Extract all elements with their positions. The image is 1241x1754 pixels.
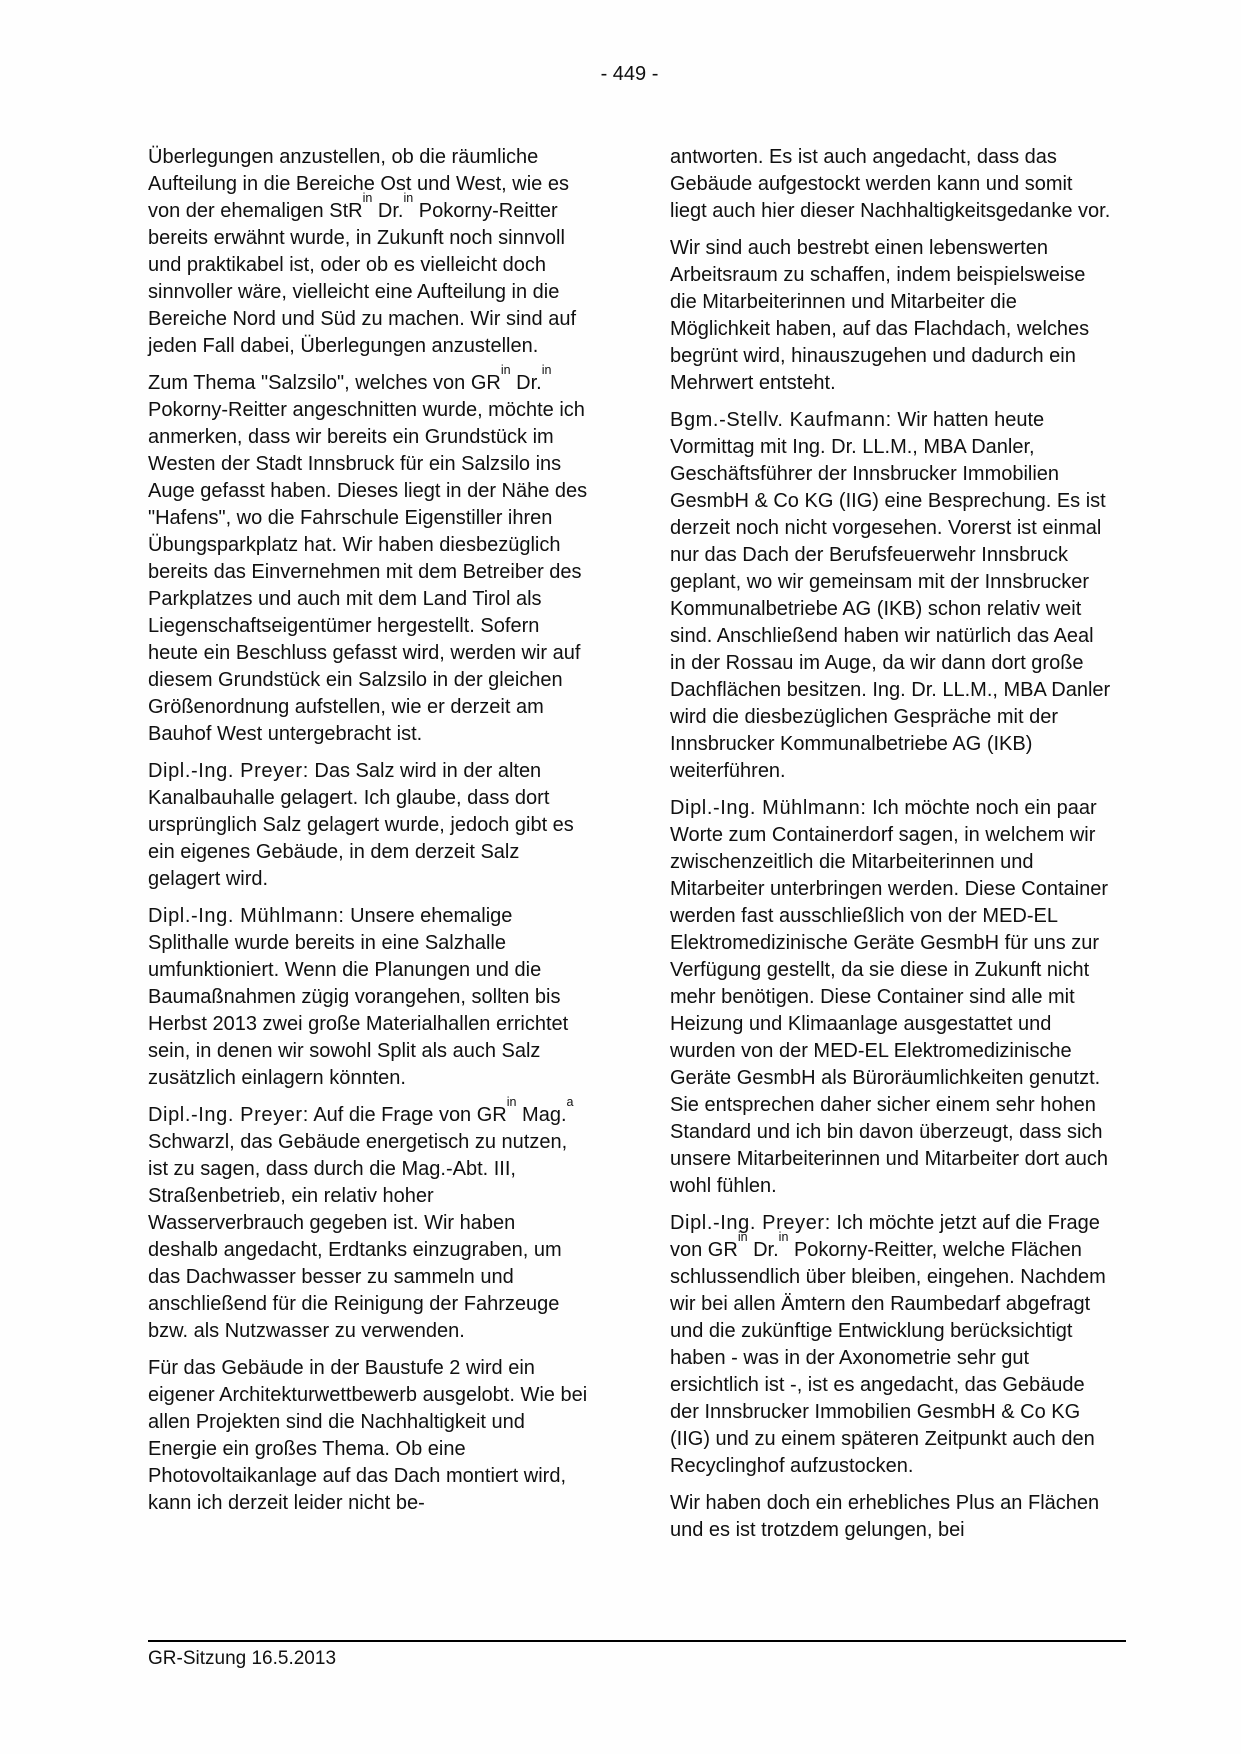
- body-text: Überlegungen anzustellen, ob die räumliche Aufteilung in die Bereiche Ost und West, wie es von der ehemaligen StR: [148, 146, 569, 222]
- paragraph: [148, 758, 589, 893]
- paragraph: [148, 903, 589, 1092]
- body-text: Unsere ehemalige Splithalle wurde bereits in eine Salzhalle umfunktioniert. Wenn die Planungen und die Baumaßnahmen zügig vorangehen, sollten bis Herbst 2013 zwei große Materialhallen errichtet sein, in denen wir sowohl Split als auch Salz zusätzlich einlagern könnten.: [148, 905, 569, 1089]
- footer-rule: [148, 1640, 1126, 1670]
- body-text: Pokorny-Reitter, welche Flächen schlussendlich über bleiben, eingehen. Nachdem wir bei allen Ämtern den Raumbedarf abgefragt und die zukünftige Entwicklung berücksichtigt haben - was in der Axonometrie sehr gut ersichtlich ist -, ist es angedacht, das Gebäude der Innsbrucker Immobilien GesmbH & Co KG (IIG) und zu einem späteren Zeitpunkt auch den Recyclinghof aufzustocken.: [670, 1239, 1106, 1477]
- column-right: [670, 144, 1111, 1544]
- superscript-suffix: in: [362, 191, 373, 206]
- body-text: Schwarzl, das Gebäude energetisch zu nutzen, ist zu sagen, dass durch die Mag.-Abt. III, Straßenbetrieb, ein relativ hoher Wasserverbrauch gegeben ist. Wir haben deshalb angedacht, Erdtanks einzugraben, um das Dachwasser besser zu sammeln und anschließend für die Reinigung der Fahrzeuge bzw. als Nutzwasser zu verwenden.: [148, 1131, 568, 1342]
- paragraph: [670, 144, 1111, 225]
- body-text: Wir sind auch bestrebt einen lebenswerten Arbeitsraum zu schaffen, indem beispielsweise die Mitarbeiterinnen und Mitarbeiter die Möglichkeit haben, auf das Flachdach, welches begrünt wird, hinauszugehen und dadurch ein Mehrwert entsteht.: [670, 237, 1090, 394]
- paragraph: [148, 363, 589, 748]
- speaker-name: Dipl.-Ing. Preyer:: [148, 1104, 309, 1126]
- speaker-name: Dipl.-Ing. Mühlmann:: [670, 797, 867, 819]
- body-text: Dr.: [747, 1239, 779, 1261]
- paragraph: [670, 407, 1111, 785]
- speaker-name: Dipl.-Ing. Mühlmann:: [148, 905, 345, 927]
- body-text: Zum Thema "Salzsilo", welches von GR: [148, 372, 501, 394]
- body-text: Dr.: [372, 200, 404, 222]
- paragraph: [148, 144, 589, 360]
- column-left: [148, 144, 589, 1544]
- paragraph: [148, 1355, 589, 1517]
- body-text: antworten. Es ist auch angedacht, dass das Gebäude aufgestockt werden kann und somit liegt auch hier dieser Nachhaltigkeitsgedanke vor.: [670, 146, 1111, 222]
- speaker-name: Dipl.-Ing. Preyer:: [148, 760, 309, 782]
- superscript-suffix: in: [500, 363, 511, 378]
- body-text: Ich möchte jetzt auf die Frage von GR: [670, 1212, 1100, 1261]
- superscript-suffix: a: [566, 1095, 574, 1110]
- body-text: Mag.: [516, 1104, 567, 1126]
- page-number: - 449 -: [600, 63, 659, 85]
- superscript-suffix: in: [541, 363, 552, 378]
- footer-date: GR-Sitzung 16.5.2013: [148, 1648, 337, 1669]
- body-text: Dr.: [510, 372, 542, 394]
- body-text: Pokorny-Reitter bereits erwähnt wurde, in Zukunft noch sinnvoll und praktikabel ist, oder ob es vielleicht doch sinnvoller wäre, vielleicht eine Aufteilung in die Bereiche Nord und Süd zu machen. Wir sind auf jeden Fall dabei, Überlegungen anzustellen.: [148, 200, 576, 357]
- body-text: Auf die Frage von GR: [308, 1104, 507, 1126]
- body-text: Das Salz wird in der alten Kanalbauhalle gelagert. Ich glaube, dass dort ursprünglich Salz gelagert wurde, jedoch gibt es ein eigenes Gebäude, in dem derzeit Salz gelagert wird.: [148, 760, 574, 890]
- superscript-suffix: in: [778, 1230, 789, 1245]
- body-text: Für das Gebäude in der Baustufe 2 wird ein eigener Architekturwettbewerb ausgelobt. Wie bei allen Projekten sind die Nachhaltigkeit und Energie ein großes Thema. Ob eine Photovoltaikanlage auf das Dach montiert wird, kann ich derzeit leider nicht be-: [148, 1357, 588, 1514]
- paragraph: [670, 235, 1111, 397]
- paragraph: [670, 1490, 1111, 1544]
- superscript-suffix: in: [737, 1230, 748, 1245]
- superscript-suffix: in: [506, 1095, 517, 1110]
- body-text: Wir hatten heute Vormittag mit Ing. Dr. LL.M., MBA Danler, Geschäftsführer der Innsbrucker Immobilien GesmbH & Co KG (IIG) eine Besprechung. Es ist derzeit noch nicht vorgesehen. Vorerst ist einmal nur das Dach der Berufsfeuerwehr Innsbruck geplant, wo wir gemeinsam mit der Innsbrucker Kommunalbetriebe AG (IKB) schon relativ weit sind. Anschließend haben wir natürlich das Aeal in der Rossau im Auge, da wir dann dort große Dachflächen besitzen. Ing. Dr. LL.M., MBA Danler wird die diesbezüglichen Gespräche mit der Innsbrucker Kommunalbetriebe AG (IKB) weiterführen.: [670, 409, 1111, 782]
- body-text: Wir haben doch ein erhebliches Plus an Flächen und es ist trotzdem gelungen, bei: [670, 1492, 1100, 1541]
- paragraph: [670, 795, 1111, 1200]
- body-text: Ich möchte noch ein paar Worte zum Containerdorf sagen, in welchem wir zwischenzeitlich die Mitarbeiterinnen und Mitarbeiter unterbringen werden. Diese Container werden fast ausschließlich von der MED-EL Elektromedizinische Geräte GesmbH für uns zur Verfügung gestellt, da sie diese in Zukunft nicht mehr benötigen. Diese Container sind alle mit Heizung und Klimaanlage ausgestattet und wurden von der MED-EL Elektromedizinische Geräte GesmbH als Büroräumlichkeiten genutzt. Sie entsprechen daher sicher einem sehr hohen Standard und ich bin davon überzeugt, dass sich unsere Mitarbeiterinnen und Mitarbeiter dort auch wohl fühlen.: [670, 797, 1109, 1197]
- paragraph: [670, 1210, 1111, 1480]
- body-text: Pokorny-Reitter angeschnitten wurde, möchte ich anmerken, dass wir bereits ein Grundstück im Westen der Stadt Innsbruck für ein Salzsilo ins Auge gefasst haben. Dieses liegt in der Nähe des "Hafens", wo die Fahrschule Eigenstiller ihren Übungsparkplatz hat. Wir haben diesbezüglich bereits das Einvernehmen mit dem Betreiber des Parkplatzes und auch mit dem Land Tirol als Liegenschaftseigentümer hergestellt. Sofern heute ein Beschluss gefasst wird, werden wir auf diesem Grundstück ein Salzsilo in der gleichen Größenordnung aufstellen, wie er derzeit am Bauhof West untergebracht ist.: [148, 399, 588, 745]
- superscript-suffix: in: [403, 191, 414, 206]
- text-columns: [148, 144, 1111, 1544]
- speaker-name: Dipl.-Ing. Preyer:: [670, 1212, 831, 1234]
- speaker-name: Bgm.-Stellv. Kaufmann:: [670, 409, 892, 431]
- paragraph: [148, 1095, 589, 1345]
